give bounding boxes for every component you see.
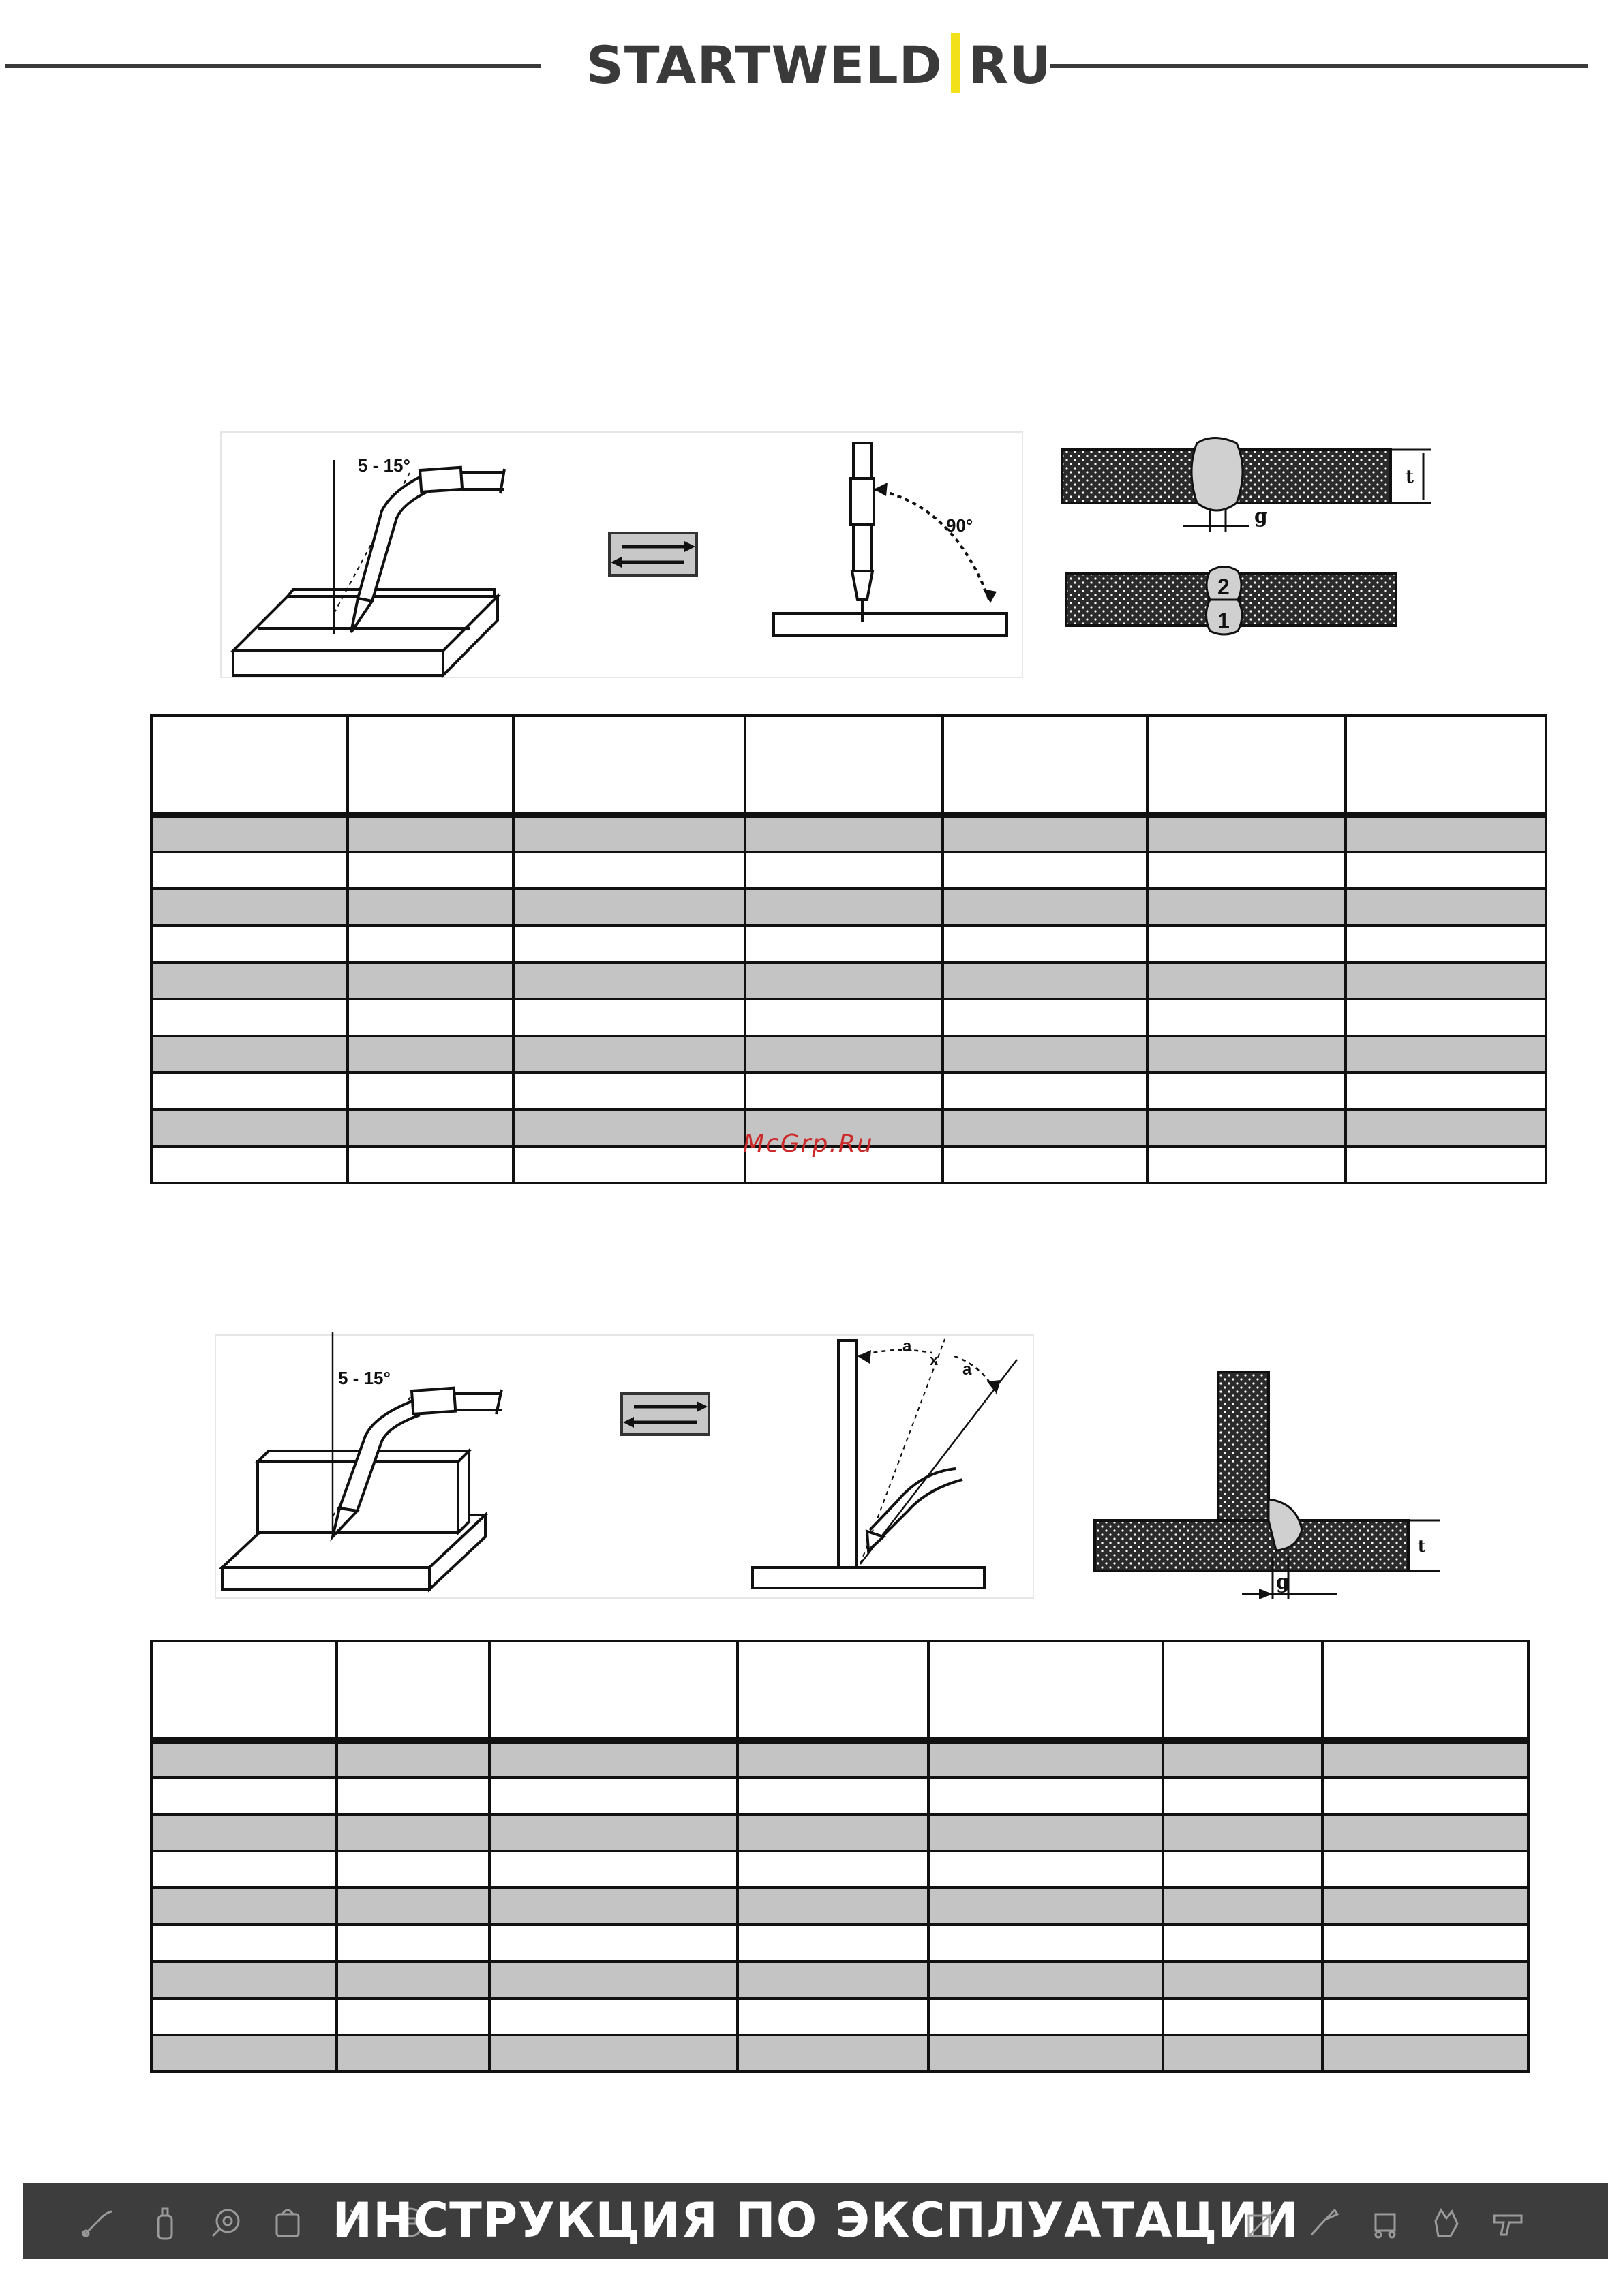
direction-arrows-icon bbox=[609, 533, 697, 575]
mig-torch-icon bbox=[1305, 2203, 1343, 2241]
table-row bbox=[151, 1073, 1546, 1109]
arrow-head bbox=[987, 1380, 1001, 1394]
table-row bbox=[151, 852, 1546, 889]
table-row bbox=[151, 1888, 1528, 1925]
x-label: x bbox=[930, 1351, 939, 1368]
welding-parameters-table-2 bbox=[150, 1640, 1530, 2073]
table-row bbox=[151, 1036, 1546, 1073]
perp-angle-label: 90° bbox=[946, 515, 973, 536]
thickness-label: t bbox=[1406, 467, 1414, 487]
table-header-row bbox=[151, 1641, 1528, 1741]
table-row bbox=[151, 1741, 1528, 1777]
torch-perpendicular bbox=[774, 443, 1007, 635]
pass-1-label: 1 bbox=[1217, 609, 1230, 633]
t-joint-section bbox=[1095, 1372, 1440, 1599]
cutting-icon bbox=[1243, 2203, 1281, 2241]
fillet-weld-figure bbox=[213, 1332, 1467, 1619]
arrow-head bbox=[858, 1350, 871, 1364]
header-rule-left bbox=[5, 64, 541, 68]
cart-icon bbox=[1366, 2203, 1404, 2241]
table-row bbox=[151, 962, 1546, 999]
table-row bbox=[151, 2035, 1528, 2072]
table-row bbox=[151, 1998, 1528, 2035]
gap-label: g bbox=[1276, 1571, 1290, 1593]
a-label-1: a bbox=[902, 1337, 912, 1356]
butt-joint-section-bottom bbox=[1066, 567, 1396, 635]
direction-arrows-icon bbox=[622, 1394, 709, 1435]
table-row bbox=[151, 889, 1546, 925]
table-row bbox=[151, 999, 1546, 1036]
table-row bbox=[151, 1925, 1528, 1961]
brand-right: RU bbox=[968, 35, 1052, 95]
footer-banner bbox=[23, 2183, 1608, 2259]
t-joint-side-view bbox=[753, 1339, 1017, 1588]
welding-parameters-table-1 bbox=[150, 714, 1547, 1184]
footer-title: ИНСТРУКЦИЯ ПО ЭКСПЛУАТАЦИИ bbox=[332, 2192, 1299, 2248]
table-row bbox=[151, 1851, 1528, 1888]
arrow-head bbox=[983, 589, 997, 603]
table-row bbox=[151, 1814, 1528, 1851]
angle-label: 5 - 15° bbox=[338, 1368, 391, 1388]
table-row bbox=[151, 1777, 1528, 1814]
brand-divider bbox=[951, 33, 960, 93]
angle-label: 5 - 15° bbox=[358, 455, 410, 476]
table-row bbox=[151, 815, 1546, 852]
table-header-row bbox=[151, 716, 1546, 815]
butt-joint-section-top bbox=[1062, 438, 1431, 532]
plasma-gun-icon bbox=[1489, 2203, 1527, 2241]
butt-weld-figure bbox=[218, 429, 1414, 682]
gap-label: g bbox=[1254, 505, 1268, 527]
watermark: McGrp.Ru bbox=[743, 1130, 874, 1158]
arrow-head bbox=[874, 483, 888, 496]
a-label-2: a bbox=[962, 1360, 972, 1379]
table-row bbox=[151, 925, 1546, 962]
brand-logo bbox=[586, 33, 1052, 108]
brand-left: STARTWELD bbox=[586, 35, 943, 95]
pass-2-label: 2 bbox=[1217, 575, 1230, 599]
glove-icon bbox=[1427, 2203, 1466, 2241]
thickness-label: t bbox=[1418, 1536, 1426, 1556]
table-row bbox=[151, 1961, 1528, 1998]
header-rule-right bbox=[1050, 64, 1588, 68]
